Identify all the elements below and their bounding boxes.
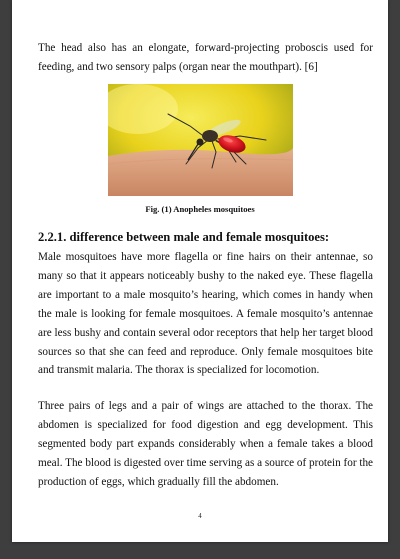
paragraph-male-female: Male mosquitoes have more flagella or fine hairs on their antennae, so many so that it appears noticeably bushy to the naked eye. These flagella are important to a male mosquito’s hearing, which comes in handy when the male is looking for female mosquitoes. A female mosquito’s antennae are less bushy and contain several odor receptors that help her target blood sources so that she can feed and reproduce. Only female mosquitoes bite and transmit malaria. The thorax is specialized for locomotion. <box>38 251 373 377</box>
document-page <box>12 0 388 542</box>
section-heading: 2.2.1. difference between male and female mosquitoes: <box>38 230 330 244</box>
paragraph-legs-wings: Three pairs of legs and a pair of wings are attached to the thorax. The abdomen is specialized for food digestion and egg development. This segmented body part expands considerably when a female takes a blood meal. The blood is digested over time serving as a source of protein for the production of eggs, which gradually fill the abdomen. <box>38 400 374 488</box>
figure-caption: Fig. (1) Anopheles mosquitoes <box>145 204 255 214</box>
mosquito-photo <box>108 84 293 196</box>
page-number: 4 <box>198 512 202 520</box>
mosquito-illustration <box>108 84 293 196</box>
paragraph-proboscis: The head also has an elongate, forward-projecting proboscis used for feeding, and two sensory palps (organ near the mouthpart). [6] <box>38 42 373 73</box>
